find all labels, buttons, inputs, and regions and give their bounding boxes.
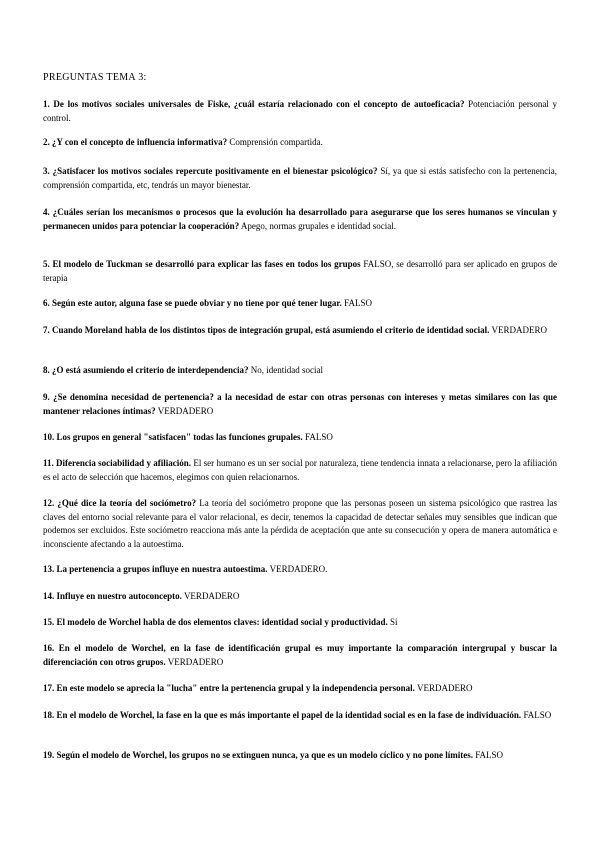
answer-text: Potenciación personal y control. xyxy=(43,99,557,123)
question-16 xyxy=(43,642,557,669)
question-text: 6. Según este autor, alguna fase se puede obviar y no tiene por qué tener lugar. xyxy=(43,298,342,308)
question-text: 2. ¿Y con el concepto de influencia informativa? xyxy=(43,137,228,147)
answer-text: VERDADERO xyxy=(157,405,214,416)
question-13 xyxy=(43,563,557,577)
question-17 xyxy=(43,682,557,696)
question-text: 17. En este modelo se aprecia la "lucha" entre la pertenencia grupal y la independencia personal. xyxy=(43,683,415,693)
question-14 xyxy=(43,590,557,604)
question-11 xyxy=(43,457,557,484)
answer-text: FALSO xyxy=(344,298,372,308)
question-text: 16. En el modelo de Worchel, en la fase de identificación grupal es muy importante la comparación intergrupal y buscar la diferenciación con otros grupos. xyxy=(43,643,557,667)
answer-text: VERDADERO xyxy=(167,656,224,667)
question-text: 12. ¿Qué dice la teoría del sociómetro? xyxy=(43,498,197,508)
question-4 xyxy=(43,206,557,233)
question-text: 15. El modelo de Worchel habla de dos elementos claves: identidad social y productividad. xyxy=(43,617,388,627)
question-text: 8. ¿O está asumiendo el criterio de interdependencia? xyxy=(43,365,249,375)
question-15 xyxy=(43,616,557,630)
answer-text: Sí xyxy=(390,617,398,627)
answer-text: Apego, normas grupales e identidad social. xyxy=(240,220,397,231)
question-18 xyxy=(43,709,557,723)
question-10 xyxy=(43,431,557,445)
answer-text: VERDADERO xyxy=(491,325,547,335)
question-text: 3. ¿Satisfacer los motivos sociales repercute positivamente en el bienestar psicológico? xyxy=(43,166,378,176)
answer-text: El ser humano es un ser social por naturaleza, tiene tendencia innata a relacionarse, pero la afiliación es el acto de selección que hacemos, elegimos con quien relacionarnos. xyxy=(43,458,558,482)
document-heading: PREGUNTAS TEMA 3: xyxy=(43,72,147,83)
answer-text: FALSO xyxy=(523,710,552,720)
question-3 xyxy=(43,165,557,192)
question-text: 11. Diferencia sociabilidad y afiliación. xyxy=(43,458,192,468)
answer-text: FALSO xyxy=(305,432,333,442)
question-text: 19. Según el modelo de Worchel, los grupos no se extinguen nunca, ya que es un modelo cíclico y no pone límites. xyxy=(43,750,473,760)
question-9 xyxy=(43,391,557,418)
answer-text: VERDADERO xyxy=(417,683,473,693)
answer-text: Comprensión compartida. xyxy=(229,137,323,147)
question-2 xyxy=(43,136,557,150)
answer-text: Sí, ya que si estás satisfecho con la pertenencia, comprensión compartida, etc, tendrás un mayor bienestar. xyxy=(43,166,557,190)
question-19 xyxy=(43,749,557,763)
question-text: 13. La pertenencia a grupos influye en nuestra autoestima. xyxy=(43,564,268,574)
question-text: 14. Influye en nuestro autoconcepto. xyxy=(43,591,182,601)
question-6 xyxy=(43,297,557,311)
question-text: 10. Los grupos en general "satisfacen" todas las funciones grupales. xyxy=(43,432,303,442)
question-text: 4. ¿Cuáles serían los mecanismos o procesos que la evolución ha desarrollado para asegurarse que los seres humanos se vinculan y permanecen unidos para potenciar la cooperación? xyxy=(43,207,557,231)
question-12 xyxy=(43,497,557,551)
question-1 xyxy=(43,98,557,125)
question-text: 18. En el modelo de Worchel, la fase en la que es más importante el papel de la identidad social es en la fase de individuación. xyxy=(43,710,522,720)
question-text: 5. El modelo de Tuckman se desarrolló para explicar las fases en todos los grupos xyxy=(43,259,361,269)
question-5 xyxy=(43,258,557,285)
answer-text: No, identidad social xyxy=(250,365,323,375)
question-text: 1. De los motivos sociales universales de Fiske, ¿cuál estaría relacionado con el concepto de autoeficacia? xyxy=(43,99,465,109)
answer-text: FALSO xyxy=(475,750,504,760)
answer-text: VERDADERO. xyxy=(269,564,328,574)
answer-text: VERDADERO xyxy=(183,591,240,601)
question-text: 7. Cuando Moreland habla de los distintos tipos de integración grupal, está asumiendo el criterio de identidad social. xyxy=(43,325,490,335)
answer-text: FALSO, se desarrolló para ser aplicado en grupos de terapia xyxy=(43,259,557,283)
question-text: 9. ¿Se denomina necesidad de pertenencia? a la necesidad de estar con otras personas con intereses y metas similares con las que mantener relaciones íntimas? xyxy=(43,392,557,416)
question-7 xyxy=(43,324,557,338)
question-8 xyxy=(43,364,557,378)
answer-text: La teoría del sociómetro propone que las personas poseen un sistema psicológico que rastrea las claves del entorno social relevante para el valor relacional, es decir, tenemos la capacidad de detectar señales muy sensibles que indican que podemos ser excluidos. Este sociómetro reacciona más ante la pérdida de aceptación que ante su consecución y opera de manera automática e inconsciente afectando a la autoestima. xyxy=(43,498,557,549)
